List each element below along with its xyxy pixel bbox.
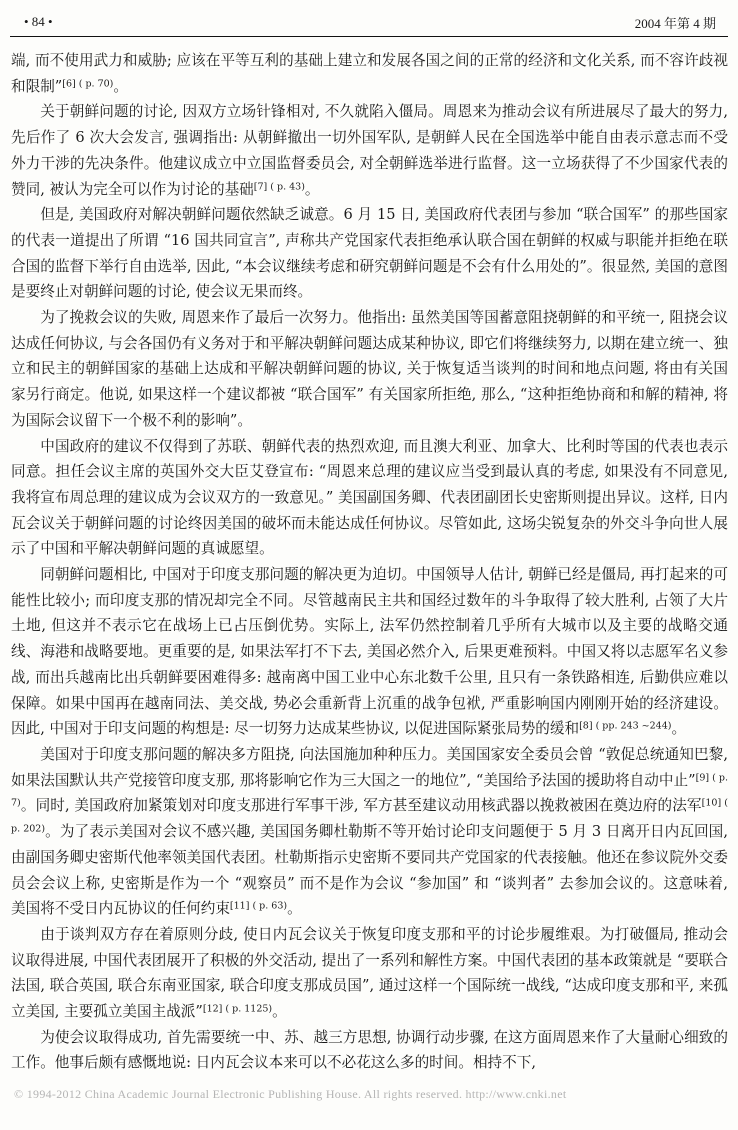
- copyright-watermark: © 1994-2012 China Academic Journal Electronic Publishing House. All rights reserved. http://www.cnki.net: [14, 1087, 567, 1101]
- citation: [8] ( pp. 243 ~244): [579, 721, 672, 733]
- page-number: • 84 •: [24, 14, 53, 29]
- paragraph: 为了挽救会议的失败, 周恩来作了最后一次努力。他指出: 虽然美国等国蓄意阻挠朝鲜的和平统一, 阻挠会议达成任何协议, 与会各国仍有义务对于和平解决朝鲜问题达成某种协议, 即它们将继续努力, 以期在建立统一、独立和民主的朝鲜国家的基础上达成和平解决朝鲜问题的协议, 关于恢复适当谈判的时间和地点问题, 将由有关国家另行商定。他说, 如果这样一个建议都被 “联合国军” 有关国家所拒绝, 那么, “这种拒绝协商和和解的精神, 将为国际会议留下一个极不利的影响”。: [11, 309, 728, 429]
- page-header: [24, 10, 716, 34]
- paragraph: 端, 而不使用武力和威胁; 应该在平等互利的基础上建立和发展各国之间的正常的经济和文化关系, 而不容许歧视和限制”$^{[6] ( p. 70)}$。: [11, 52, 728, 95]
- header-rule: [10, 36, 728, 37]
- paragraph: 为使会议取得成功, 首先需要统一中、苏、越三方思想, 协调行动步骤, 在这方面周恩来作了大量耐心细致的工作。他事后颇有感慨地说: 日内瓦会议本来可以不必花这么多的时间。相持不下,: [11, 1028, 728, 1072]
- paragraph: 同朝鲜问题相比, 中国对于印度支那问题的解决更为迫切。中国领导人估计, 朝鲜已经是僵局, 再打起来的可能性比较小; 而印度支那的情况却完全不同。尽管越南民主共和国经过数年的斗争取得了较大胜利, 占领了大片土地, 但这并不表示它在战场上已占压倒优势。实际上, 法军仍然控制着几乎所有大城市以及主要的战略交通线、海港和战略要地。更重要的是, 如果法军打不下去, 美国必然介入, 后果更难预料。中国又将以志愿军名义参战, 而出兵越南比出兵朝鲜要困难得多: 越南离中国工业中心东北数千公里, 且只有一条铁路相连, 后勤供应难以保障。如果中国再在越南同法、美交战, 势必会重新背上沉重的战争包袱, 严重影响国内刚刚开始的经济建设。因此, 中国对于印支问题的构想是: 尽一切努力达成某些协议, 以促进国际紧张局势的缓和$^{[8] ( pp. 243 \sim 244)}$。: [11, 566, 728, 738]
- paragraph: 美国对于印度支那问题的解决多方阻挠, 向法国施加种种压力。美国国家安全委员会曾 “敦促总统通知巴黎, 如果法国默认共产党接管印度支那, 那将影响它作为三大国之一的地位”, “美国给予法国的援助将自动中止”$^{[9] ( p. 7)}$。同时, 美国政府加紧策划对印度支那进行军事干涉, 军方甚至建议动用核武器以挽救被困在奠边府的法军$^{[10] ( p. 202)}$。为了表示美国对会议不感兴趣, 美国国务卿杜勒斯不等开始讨论印支问题便于 5 月 3 日离开日内瓦回国, 由副国务卿史密斯代他率领美国代表团。杜勒斯指示史密斯不要同共产党国家的代表接触。他还在参议院外交委员会会议上称, 史密斯是作为一个 “观察员” 而不是作为会议 “参加国” 和 “谈判者” 去参加会议的。这意味着, 美国将不受日内瓦协议的任何约束$^{[11] ( p. 63)}$。: [11, 745, 729, 918]
- citation: [12] ( p. 1125): [202, 1003, 273, 1015]
- citation: [9] ( p. 7): [11, 772, 728, 810]
- paragraph: 但是, 美国政府对解决朝鲜问题依然缺乏诚意。6 月 15 日, 美国政府代表团与参加 “联合国军” 的那些国家的代表一道提出了所谓 “16 国共同宣言”, 声称共产党国家代表拒绝承认联合国在朝鲜的权威与职能并拒绝在联合国的监督下举行自由选举, 因此, “本会议继续考虑和研究朝鲜问题是不会有什么用处的”。很显然, 美国的意图是要终止对朝鲜问题的讨论, 使会议无果而终。: [11, 206, 728, 301]
- citation: [7] ( p. 43): [253, 181, 305, 193]
- citation: [11] ( p. 63): [229, 900, 288, 912]
- paragraph: 中国政府的建议不仅得到了苏联、朝鲜代表的热烈欢迎, 而且澳大利亚、加拿大、比利时等国的代表也表示同意。担任会议主席的英国外交大臣艾登宣布: “周恩来总理的建议应当受到最认真的考虑, 如果没有不同意见, 我将宣布周总理的建议成为会议双方的一致意见。” 美国副国务卿、代表团副团长史密斯则提出异议。这样, 日内瓦会议关于朝鲜问题的讨论终因美国的破坏而未能达成任何协议。尽管如此, 这场尖锐复杂的外交斗争向世人展示了中国和平解决朝鲜问题的真诚愿望。: [11, 437, 728, 558]
- paragraph: 由于谈判双方存在着原则分歧, 使日内瓦会议关于恢复印度支那和平的讨论步履维艰。为打破僵局, 推动会议取得进展, 中国代表团展开了积极的外交活动, 提出了一系列和解性方案。中国代表团的基本政策就是 “要联合法国, 联合英国, 联合东南亚国家, 联合印度支那成员国”, 通过这样一个国际统一战线, “达成印度支那和平, 来孤立美国, 主要孤立美国主战派”$^{[12] ( p. 1125)}$。: [11, 925, 728, 1021]
- citation: [10] ( p. 202): [11, 798, 729, 835]
- article-body: [11, 48, 728, 1076]
- journal-issue: 2004 年第 4 期: [634, 15, 716, 31]
- paragraph: 关于朝鲜问题的讨论, 因双方立场针锋相对, 不久就陷入僵局。周恩来为推动会议有所进展尽了最大的努力, 先后作了 6 次大会发言, 强调指出: 从朝鲜撤出一切外国军队, 是朝鲜人民在全国选举中能自由表示意志而不受外力干涉的先决条件。他建议成立中立国监督委员会, 对全朝鲜选举进行监督。这一立场获得了不少国家代表的赞同, 被认为完全可以作为讨论的基础$^{[7] ( p. 43)}$。: [11, 103, 728, 198]
- citation: [6] ( p. 70): [62, 78, 114, 90]
